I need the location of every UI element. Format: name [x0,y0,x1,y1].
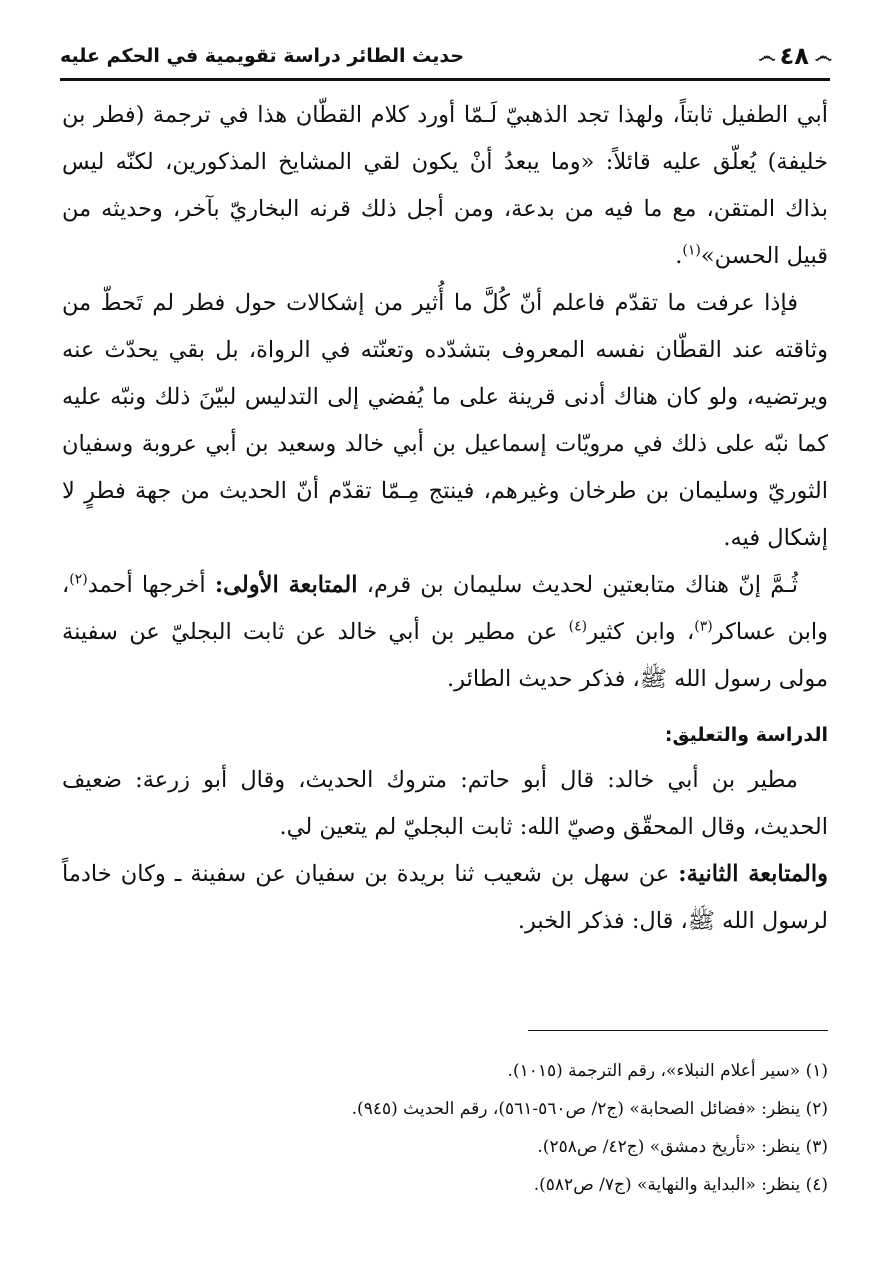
paragraph-3: ثُـمَّ إنّ هناك متابعتين لحديث سليمان بن قرم، المتابعة الأولى: أخرجها أحمد$^{(٢)}$، وابن عساكر$^{(٣)}$، وابن كثير$^{(٤)}$ عن مطير بن أبي خالد عن ثابت البجليّ عن سفينة مولى رسول الله ﷺ، فذكر حديث الطائر. [62,571,829,692]
footnote-ref-4[interactable]: (٤) [568,618,588,635]
paragraph-5: والمتابعة الثانية: عن سهل بن شعيب ثنا بريدة بن سفيان عن سفينة ـ وكان خادماً لرسول الله ﷺ، قال: فذكر الخبر. [62,861,828,934]
page-number: ٤٨ [779,42,809,70]
paragraph-2: فإذا عرفت ما تقدّم فاعلم أنّ كُلَّ ما أُثير من إشكالات حول فطر لم تَحطّ من وثاقته عند القطّان نفسه المعروف بتشدّده وتعنّته في الرواة، بل بقي يحدّث عنه ويرتضيه، ولو كان هناك أدنى قرينة على ما يُفضي إلى التدليس لبيّنَ ذلك ونبّه عليه كما نبّه على ذلك في مرويّات إسماعيل بن أبي خالد وسعيد بن أبي عروبة وسفيان الثوريّ وسليمان بن طرخان وغيرهم، فينتج مِـمّا تقدّم أنّ الحديث من جهة فطرٍ لا إشكال فيه. [62,290,828,551]
first-mutaba-label: المتابعة الأولى: [214,572,358,598]
main-text [62,92,828,945]
section-heading: الدراسة والتعليق: [664,724,828,746]
footnote-1: (١) «سير أعلام النبلاء»، رقم الترجمة (١٠١٥). [507,1061,828,1081]
paragraph-1: أبي الطفيل ثابتاً، ولهذا تجد الذهبيّ لَـمّا أورد كلام القطّان هذا في ترجمة (فطر بن خليفة) يُعلّق عليه قائلاً: «وما يبعدُ أنْ يكون لقي المشايخ المذكورين، لكنّه ليس بذاك المتقن، مع ما فيه من بدعة، ومن أجل ذلك قرنه البخاريّ بآخر، وحديثه من قبيل الحسن»$^{(١)}$. [62,102,828,269]
ornament-left-icon: ෴ [758,45,774,67]
header-divider [60,78,830,81]
footnote-ref-1[interactable]: (١) [682,242,701,259]
footnotes [62,1052,828,1204]
footnote-2: (٢) ينظر: «فضائل الصحابة» (ج٢/ ص٥٦٠-٥٦١)، رقم الحديث (٩٤٥). [351,1099,828,1119]
page-number-group [759,42,830,70]
running-title: حديث الطائر دراسة تقويمية في الحكم عليه [60,45,465,67]
ornament-right-icon: ෴ [814,45,830,67]
paragraph-4: مطير بن أبي خالد: قال أبو حاتم: متروك الحديث، وقال أبو زرعة: ضعيف الحديث، وقال المحقّق وصيّ الله: ثابت البجليّ لم يتعين لي. [62,767,828,840]
footnote-ref-3[interactable]: (٣) [694,618,713,635]
second-mutaba-label: والمتابعة الثانية: [678,861,828,887]
footnote-ref-2[interactable]: (٢) [69,571,88,588]
page-header [60,36,830,76]
footnote-4: (٤) ينظر: «البداية والنهاية» (ج٧/ ص٥٨٢). [533,1175,828,1195]
footnote-3: (٣) ينظر: «تأريخ دمشق» (ج٤٢/ ص٢٥٨). [537,1137,828,1157]
footnote-divider [528,1030,828,1031]
